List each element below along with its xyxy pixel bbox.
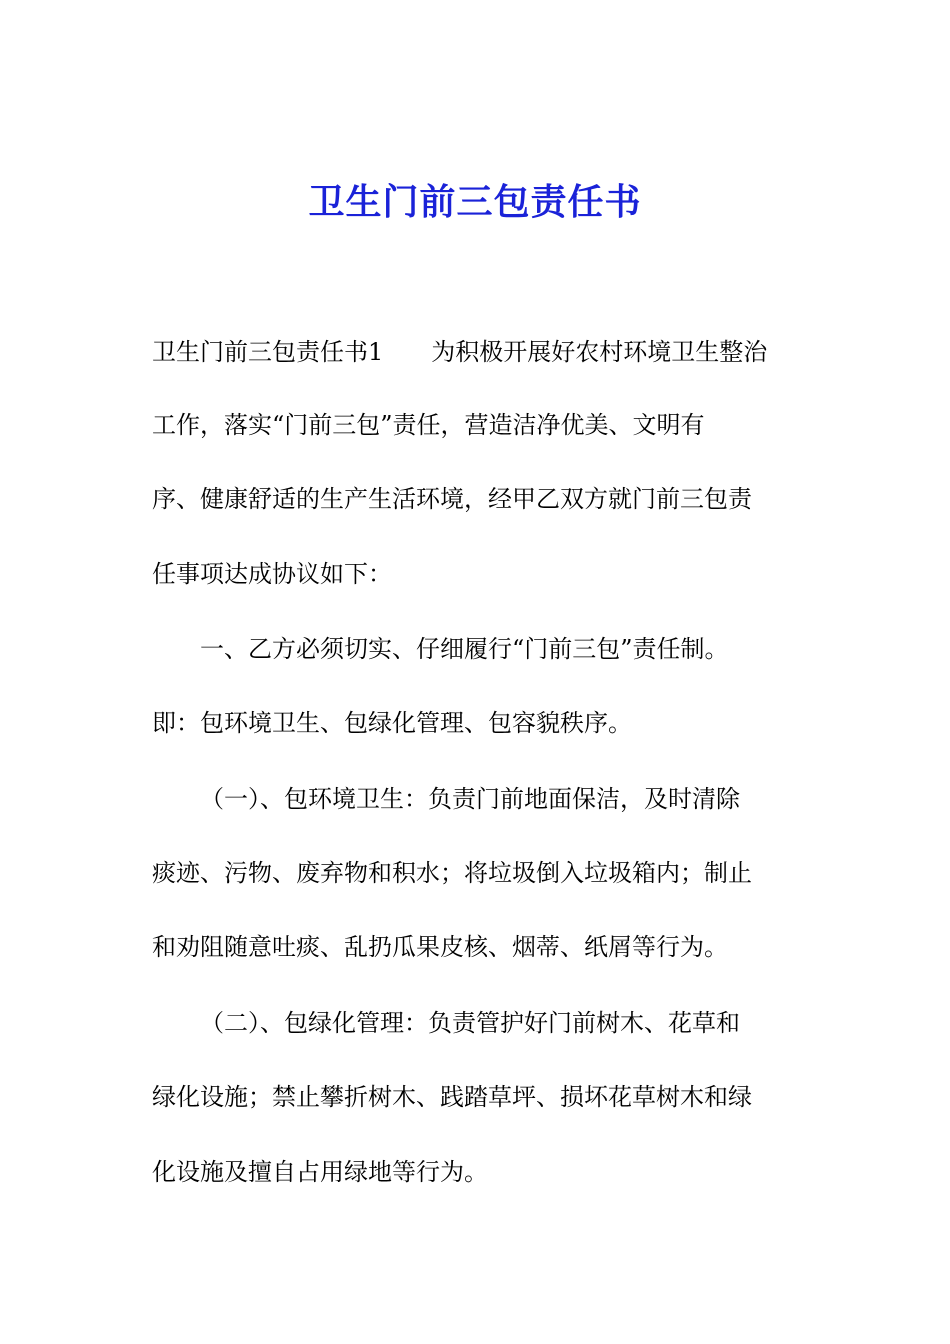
paragraph-line-1 [152,334,812,370]
paragraph-line-7: （一）、包环境卫生：负责门前地面保洁，及时清除 [200,785,740,813]
document-title: 卫生门前三包责任书 [308,181,642,223]
paragraph-line-3: 序、健康舒适的生产生活环境，经甲乙双方就门前三包责 [152,485,752,513]
paragraph-line-4: 任事项达成协议如下： [152,560,392,588]
paragraph-line-2: 工作，落实“门前三包”责任，营造洁净优美、文明有 [152,411,705,439]
paragraph-line-9: 和劝阻随意吐痰、乱扔瓜果皮核、烟蒂、纸屑等行为。 [152,933,728,961]
section-heading: 卫生门前三包责任书1 [152,338,384,366]
paragraph-line-10: （二）、包绿化管理：负责管护好门前树木、花草和 [200,1009,740,1037]
paragraph-text: 为积极开展好农村环境卫生整治 [431,338,768,366]
paragraph-line-5: 一、乙方必须切实、仔细履行“门前三包”责任制。 [200,635,729,663]
paragraph-line-8: 痰迹、污物、废弃物和积水；将垃圾倒入垃圾箱内；制止 [152,859,752,887]
paragraph-line-12: 化设施及擅自占用绿地等行为。 [152,1158,488,1186]
paragraph-line-6: 即：包环境卫生、包绿化管理、包容貌秩序。 [152,709,632,737]
paragraph-line-11: 绿化设施；禁止攀折树木、践踏草坪、损坏花草树木和绿 [152,1083,752,1111]
